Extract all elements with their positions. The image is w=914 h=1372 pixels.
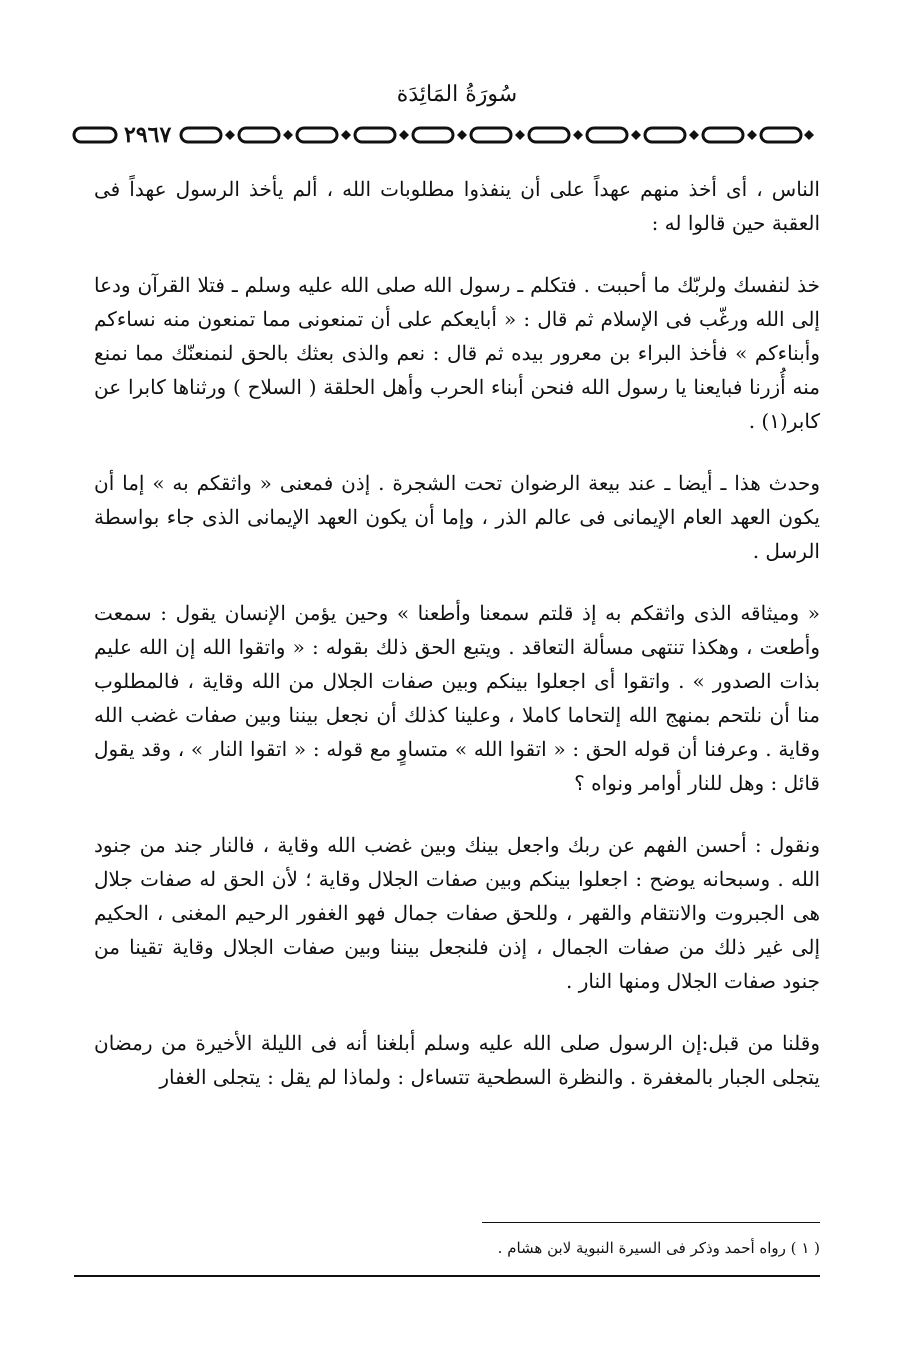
paragraph-3: وحدث هذا ـ أيضا ـ عند بيعة الرضوان تحت الشجرة . إذن فمعنى « واثقكم به » إما أن يكون العهد العام الإيمانى فى عالم الذر ، وإما أن يكون العهد الإيمانى الذى جاء بواسطة الرسل . <box>94 471 820 563</box>
main-text <box>94 172 820 1122</box>
page-bottom-rule <box>74 1275 820 1277</box>
ornament-left-icon <box>72 124 118 146</box>
surah-title: سُورَةُ المَائِدَة <box>396 82 518 107</box>
header-ornament-row <box>72 122 844 148</box>
ornamental-chain-icon <box>177 122 817 148</box>
page-number: ٢٩٦٧ <box>124 122 172 148</box>
paragraph-6: وقلنا من قبل:إن الرسول صلى الله عليه وسلم أبلغنا أنه فى الليلة الأخيرة من رمضان يتجلى الجبار بالمغفرة . والنظرة السطحية تتساءل : ولماذا لم يقل : يتجلى الغفار <box>94 1031 820 1089</box>
paragraph-4: « وميثاقه الذى واثقكم به إذ قلتم سمعنا وأطعنا » وحين يؤمن الإنسان يقول : سمعت وأطعت ، وهكذا تنتهى مسألة التعاقد . ويتبع الحق ذلك بقوله : « واتقوا الله إن الله عليم بذات الصدور » . واتقوا أى اجعلوا بينكم وبين صفات الجلال من الله وقاية ، فالمطلوب منا أن نلتحم بمنهج الله إلتحاما كاملا ، وعلينا كذلك أن نجعل بيننا وبين صفات غضب الله وقاية . وعرفنا أن قوله الحق : « اتقوا الله » متساوٍ مع قوله : « اتقوا النار » ، وقد يقول قائل : وهل للنار أوامر ونواه ؟ <box>94 601 820 795</box>
paragraph-5: ونقول : أحسن الفهم عن ربك واجعل بينك وبين غضب الله وقاية ، فالنار جند من جنود الله . وسبحانه يوضح : اجعلوا بينكم وبين صفات الجلال وقاية ؛ لأن الحق له صفات جلال هى الجبروت والانتقام والقهر ، وللحق صفات جمال فهو الغفور الرحيم المغنى ، الحكيم إلى غير ذلك من صفات الجمال ، إذن فلنجعل بيننا وبين صفات الجلال وقاية تقينا من جنود صفات الجلال ومنها النار . <box>94 833 820 993</box>
paragraph-1: الناس ، أى أخذ منهم عهداً على أن ينفذوا مطلوبات الله ، ألم يأخذ الرسول عهداً فى العقبة حين قالوا له : <box>94 177 820 235</box>
footnote: ( ١ ) رواه أحمد وذكر فى السيرة النبوية لابن هشام . <box>497 1239 820 1257</box>
paragraph-2: خذ لنفسك ولربّك ما أحببت . فتكلم ـ رسول الله صلى الله عليه وسلم ـ فتلا القرآن ودعا إلى الله ورغّب فى الإسلام ثم قال : « أبايعكم على أن تمنعونى مما تمنعون منه نساءكم وأبناءكم » فأخذ البراء بن معرور بيده ثم قال : نعم والذى بعثك بالحق لنمنعنّك مما نمنع منه أُزرنا فبايعنا يا رسول الله فنحن أبناء الحرب وأهل الحلقة ( السلاح ) ورثناها كابرا عن كابر(١) . <box>94 273 820 433</box>
footnote-divider <box>482 1222 820 1223</box>
